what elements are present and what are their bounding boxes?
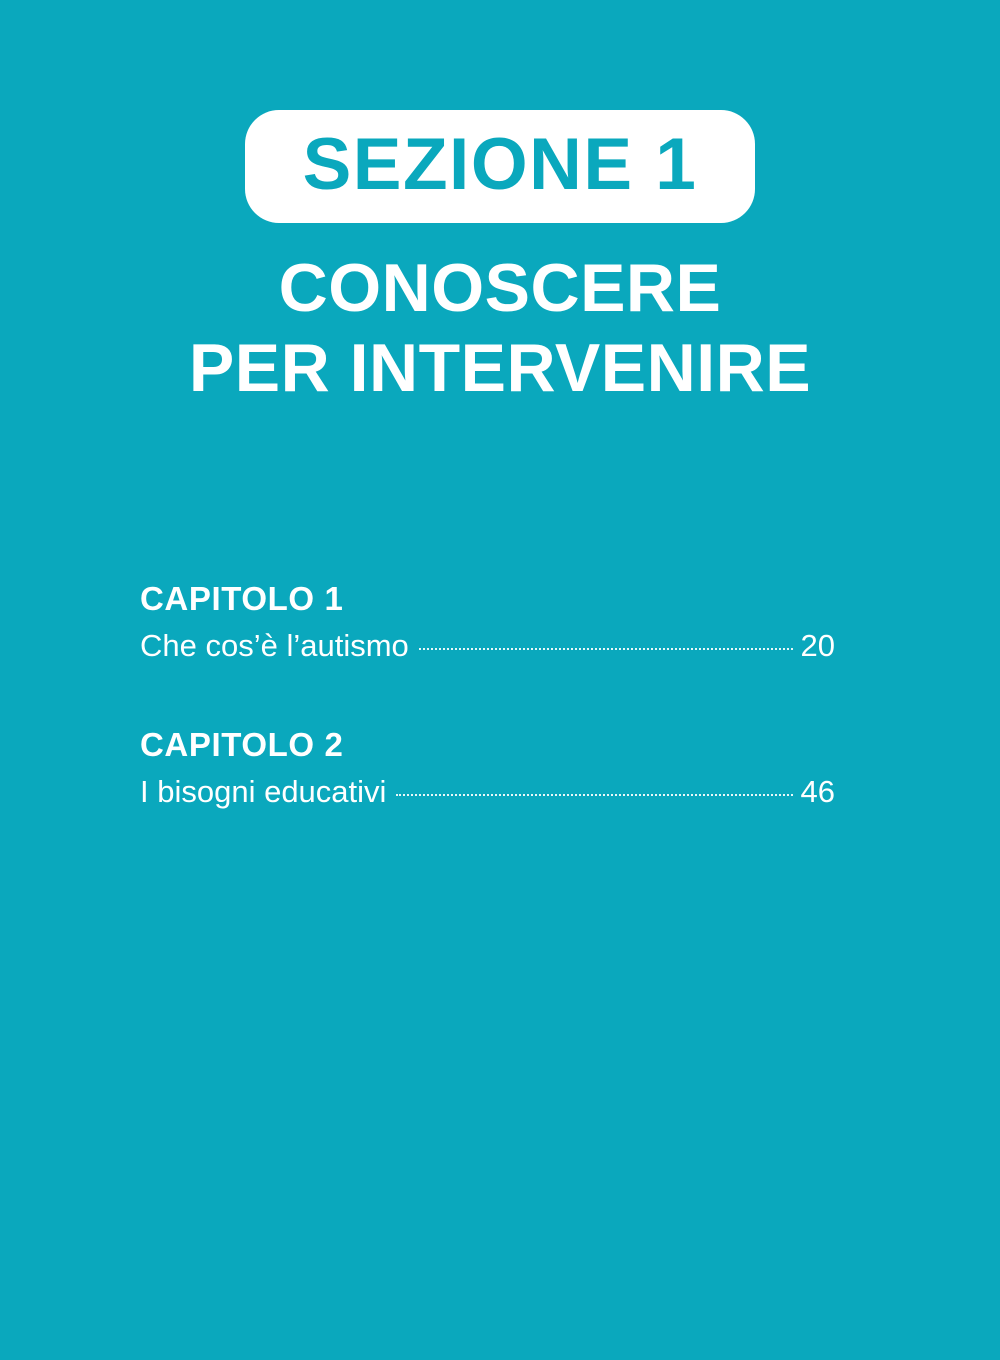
table-of-contents [140,580,840,810]
list-item[interactable] [140,580,840,664]
chapter-row [140,774,835,810]
dot-leader [419,647,793,650]
page-title-line-1: CONOSCERE [278,250,722,326]
chapter-page-number: 20 [800,628,835,663]
chapter-row [140,628,835,664]
chapter-title: I bisogni educativi [140,774,387,809]
chapter-label: CAPITOLO 2 [140,726,344,763]
page-title [0,248,1000,408]
dot-leader [396,793,792,796]
section-badge [245,110,755,223]
chapter-page-number: 46 [800,774,835,809]
list-item[interactable] [140,726,840,810]
chapter-label: CAPITOLO 1 [140,580,344,617]
section-badge-label: SEZIONE 1 [302,124,698,205]
page-title-line-2: PER INTERVENIRE [188,330,812,407]
chapter-title: Che cos’è l’autismo [140,628,409,663]
